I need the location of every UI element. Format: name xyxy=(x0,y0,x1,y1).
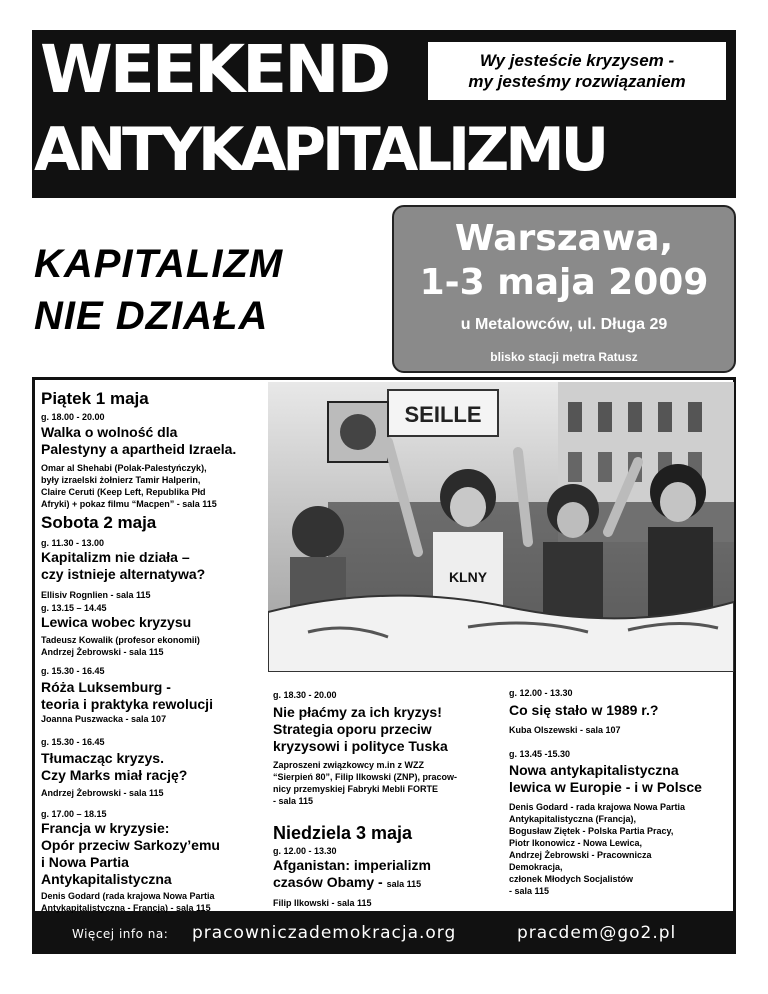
session-block xyxy=(41,665,267,725)
program-box xyxy=(32,377,736,914)
header-slogan-box xyxy=(426,40,728,102)
session-title-line xyxy=(273,874,505,893)
speaker-line: nicy przemyskiej Fabryki Mebli FORTE xyxy=(273,784,439,794)
speaker-line: “Sierpień 80”, Filip Ilkowski (ZNP), pracow- xyxy=(273,772,458,782)
session-title xyxy=(273,857,505,893)
speaker-line: Bogusław Ziętek - Polska Partia Pracy, xyxy=(509,826,674,836)
session-time: g. 12.00 - 13.30 xyxy=(509,688,573,698)
session-time: g. 18.00 - 20.00 xyxy=(41,412,105,422)
session-speakers: Filip Ilkowski - sala 115 xyxy=(273,898,372,908)
session-title-line: czy istnieje alternatywa? xyxy=(41,566,206,582)
header-antykapitalizmu: ANTYKAPITALIZMU xyxy=(34,115,605,185)
saturday-section xyxy=(41,513,267,601)
footer-website-link[interactable]: pracowniczademokracja.org xyxy=(192,923,457,943)
session-title-line: Afganistan: imperializm xyxy=(273,857,431,873)
footer-more-info: Więcej info na: xyxy=(72,927,169,941)
session-title xyxy=(41,750,267,784)
event-dates: 1-3 maja 2009 xyxy=(419,262,709,303)
speaker-line: Andrzej Żebrowski - sala 115 xyxy=(41,647,164,657)
session-title-line: Tłumacząc kryzys. xyxy=(41,750,164,766)
session-title xyxy=(41,549,267,583)
footer-bar xyxy=(32,914,736,954)
footer-email-link[interactable]: pracdem@go2.pl xyxy=(517,923,677,943)
session-title-line: Antykapitalistyczna xyxy=(41,871,172,887)
photo-shirt-text: KLNY xyxy=(448,569,488,585)
venue-nearby: blisko stacji metra Ratusz xyxy=(490,350,638,364)
main-slogan-line2: NIE DZIAŁA xyxy=(34,294,269,338)
speaker-line: Antykapitalistyczna (Francja), xyxy=(509,814,637,824)
header-slogan-line2: my jesteśmy rozwiązaniem xyxy=(468,72,686,91)
session-title xyxy=(41,424,267,458)
session-title-line: Strategia oporu przeciw xyxy=(273,721,432,737)
speaker-line: były izraelski żołnierz Tamir Halperin, xyxy=(41,475,201,485)
protest-photo-illustration xyxy=(268,382,734,672)
session-time: g. 15.30 - 16.45 xyxy=(41,737,105,747)
place-city: Warszawa, xyxy=(454,218,674,259)
speaker-line: Tadeusz Kowalik (profesor ekonomii) xyxy=(41,635,200,645)
session-speakers xyxy=(509,801,735,897)
session-block xyxy=(41,736,267,799)
speaker-line: Denis Godard (rada krajowa Nowa Partia xyxy=(41,891,215,901)
session-title-line: Walka o wolność dla xyxy=(41,424,178,440)
place-date-box xyxy=(392,205,736,373)
session-speakers xyxy=(41,634,267,658)
speaker-line: Zaproszeni związkowcy m.in z WZZ xyxy=(273,760,425,770)
session-title-line: Opór przeciw Sarkozy’emu xyxy=(41,837,220,853)
protest-photo xyxy=(268,382,734,672)
speaker-line: Denis Godard - rada krajowa Nowa Partia xyxy=(509,802,686,812)
speaker-line: Piotr Ikonowicz - Nowa Lewica, xyxy=(509,838,643,848)
session-title-text: czasów Obamy - xyxy=(273,874,383,890)
session-time: g. 18.30 - 20.00 xyxy=(273,690,337,700)
session-title-line: kryzysowi i polityce Tuska xyxy=(273,738,448,754)
header-weekend: WEEKEND xyxy=(40,31,389,108)
session-speakers xyxy=(273,759,505,807)
session-block xyxy=(41,808,267,914)
speaker-line: - sala 115 xyxy=(273,796,314,806)
session-speakers: Joanna Puszwacka - sala 107 xyxy=(41,714,167,724)
main-slogan-line1: KAPITALIZM xyxy=(34,242,284,286)
session-title xyxy=(41,679,267,713)
photo-banner-text: SEILLE xyxy=(404,402,482,427)
session-title-line: Kapitalizm nie działa – xyxy=(41,549,190,565)
venue-address: u Metalowców, ul. Długa 29 xyxy=(460,316,668,333)
session-title-line: i Nowa Partia xyxy=(41,854,129,870)
session-title-line: lewica w Europie - i w Polsce xyxy=(509,779,702,795)
session-title-line: Nie płaćmy za ich kryzys! xyxy=(273,704,442,720)
session-title-line: Francja w kryzysie: xyxy=(41,820,170,836)
speaker-line: Afryki) + pokaz filmu “Macpen” - sala 115 xyxy=(41,499,217,509)
session-speakers: Kuba Olszewski - sala 107 xyxy=(509,725,621,735)
session-time: g. 13.15 – 14.45 xyxy=(41,603,107,613)
session-time: g. 11.30 - 13.00 xyxy=(41,538,105,548)
session-title-line: Palestyny a apartheid Izraela. xyxy=(41,441,237,457)
session-title xyxy=(273,704,505,755)
session-title: Lewica wobec kryzysu xyxy=(41,614,192,630)
day-heading-saturday: Sobota 2 maja xyxy=(41,513,157,532)
speaker-line: Omar al Shehabi (Polak-Palestyńczyk), xyxy=(41,463,207,473)
sunday-section xyxy=(273,823,505,909)
header-banner xyxy=(32,30,736,198)
session-time: g. 15.30 - 16.45 xyxy=(41,666,105,676)
day-heading-sunday: Niedziela 3 maja xyxy=(273,823,413,843)
friday-section xyxy=(41,389,267,510)
session-title-line: Róża Luksemburg - xyxy=(41,679,171,695)
session-title-line: Nowa antykapitalistyczna xyxy=(509,762,679,778)
speaker-line: Claire Ceruti (Keep Left, Republika Płd xyxy=(41,487,206,497)
session-speakers: Andrzej Żebrowski - sala 115 xyxy=(41,788,164,798)
speaker-line: Antykapitalistyczna - Francja) - sala 115 xyxy=(41,903,211,913)
day-heading-friday: Piątek 1 maja xyxy=(41,389,149,408)
session-block xyxy=(273,689,505,807)
session-block xyxy=(509,687,735,736)
session-title: Co się stało w 1989 r.? xyxy=(509,702,659,718)
session-time: g. 17.00 – 18.15 xyxy=(41,809,107,819)
session-title-line: Czy Marks miał rację? xyxy=(41,767,188,783)
session-speakers: Ellisiv Rognlien - sala 115 xyxy=(41,590,151,600)
speaker-line: Andrzej Żebrowski - Pracownicza xyxy=(509,850,652,860)
speaker-line: członek Młodych Socjalistów xyxy=(509,874,634,884)
session-speakers xyxy=(41,462,267,510)
session-title xyxy=(41,820,267,888)
speaker-line: - sala 115 xyxy=(509,886,550,896)
session-time: g. 12.00 - 13.30 xyxy=(273,846,337,856)
main-slogan xyxy=(34,238,283,342)
session-time: g. 13.45 -15.30 xyxy=(509,749,571,759)
speaker-line: Demokracja, xyxy=(509,862,563,872)
session-speakers xyxy=(41,890,267,914)
session-room: sala 115 xyxy=(386,879,422,889)
session-title-line: teoria i praktyka rewolucji xyxy=(41,696,213,712)
session-block xyxy=(41,602,267,658)
session-title xyxy=(509,762,735,796)
session-block xyxy=(509,748,735,897)
header-slogan-line1: Wy jesteście kryzysem - xyxy=(479,51,675,70)
